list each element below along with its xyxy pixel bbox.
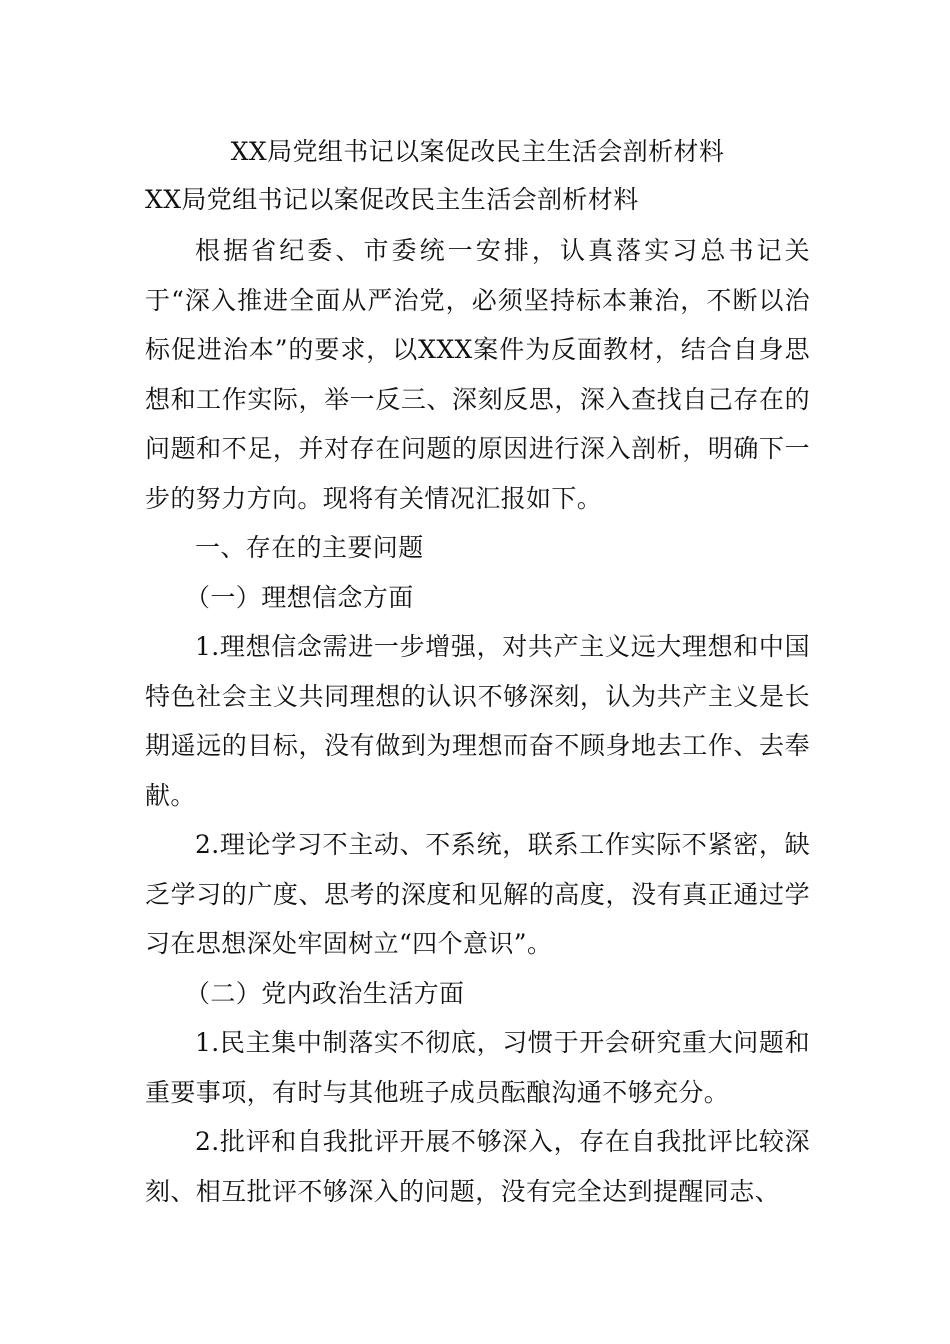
list-item: 1.民主集中制落实不彻底，习惯于开会研究重大问题和重要事项，有时与其他班子成员酝酿沟通不够充分。 [145, 1028, 810, 1107]
intro-paragraph: 根据省纪委、市委统一安排，认真落实习总书记关于“深入推进全面从严治党，必须坚持标本兼治，不断以治标促进治本”的要求，以XXX案件为反面教材，结合自身思想和工作实际，举一反三、深刻反思，深入查找自己存在的问题和不足，并对存在问题的原因进行深入剖析，明确下一步的努力方向。现将有关情况汇报如下。 [145, 236, 810, 513]
document-subtitle: XX局党组书记以案促改民主生活会剖析材料 [145, 185, 639, 214]
list-item: 2.理论学习不主动、不系统，联系工作实际不紧密，缺乏学习的广度、思考的深度和见解的高度，没有真正通过学习在思想深处牢固树立“四个意识”。 [145, 830, 810, 958]
section-heading-1: 一、存在的主要问题 [195, 533, 424, 562]
document-body [145, 130, 810, 1216]
document-title: XX局党组书记以案促改民主生活会剖析材料 [230, 137, 725, 166]
subsection-heading-2: （二）党内政治生活方面 [185, 978, 465, 1008]
list-item: 2.批评和自我批评开展不够深入，存在自我批评比较深刻、相互批评不够深入的问题，没有完全达到提醒同志、 [145, 1127, 810, 1206]
subsection-heading-1: （一）理想信念方面 [185, 582, 414, 612]
list-item: 1.理想信念需进一步增强，对共产主义远大理想和中国特色社会主义共同理想的认识不够深刻，认为共产主义是长期遥远的目标，没有做到为理想而奋不顾身地去工作、去奉献。 [145, 632, 810, 810]
